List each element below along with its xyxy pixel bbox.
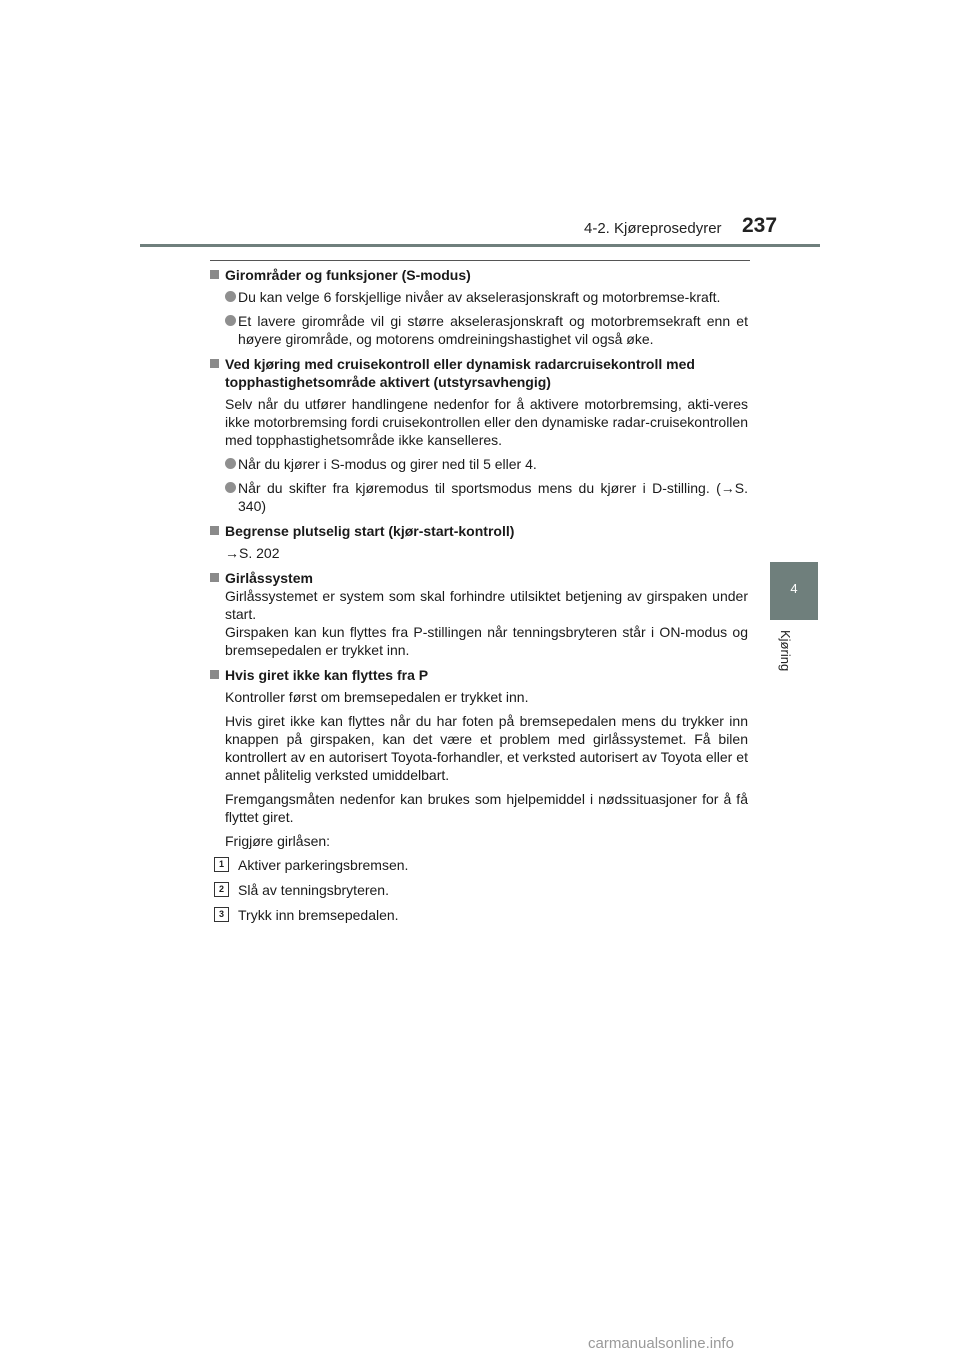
section-text: Hvis giret ikke kan flyttes når du har foten på bremsepedalen mens du trykker inn knappen på girspaken, kan det være et problem med girlåssystemet. Få bilen kontrollert av en autorisert Toyota-forhandler, et verksted autorisert av Toyota eller et annet pålitelig verksted umiddelbart. xyxy=(225,713,748,783)
section-text: Selv når du utfører handlingene nedenfor for å aktivere motorbremsing, akti-veres ikke motorbremsing fordi cruisekontrollen eller den dynamiske radar-cruisekontrollen med topphastighetsområde ikke kanselleres. xyxy=(225,396,748,448)
chapter-tab xyxy=(770,562,818,620)
chapter-tab-label: Kjøring xyxy=(778,630,793,672)
section-text: Fremgangsmåten nedenfor kan brukes som hjelpemiddel i nødssituasjoner for å få flyttet giret. xyxy=(225,791,748,825)
round-bullet-icon xyxy=(225,315,236,326)
bullet-item: Når du skifter fra kjøremodus til sportsmodus mens du kjører i D-stilling. (→S. 340) xyxy=(210,479,748,515)
bullet-item: Et lavere girområde vil gi større akselerasjonskraft og motorbremsekraft enn et høyere girområde, og motorens omdreiningshastighet vil også øke. xyxy=(210,312,748,348)
square-bullet-icon xyxy=(210,270,219,279)
section-heading: Ved kjøring med cruisekontroll eller dynamisk radarcruisekontroll med topphastighetsområde aktivert (utstyrsavhengig) xyxy=(210,355,748,391)
step-number-box: 3 xyxy=(214,907,229,922)
chapter-tab-number: 4 xyxy=(790,581,798,596)
bullet-item: Når du kjører i S-modus og girer ned til 5 eller 4. xyxy=(210,455,748,473)
section xyxy=(210,666,748,924)
round-bullet-icon xyxy=(225,458,236,469)
content-top-rule xyxy=(210,260,750,261)
square-bullet-icon xyxy=(210,359,219,368)
section xyxy=(210,355,748,515)
watermark: carmanualsonline.info xyxy=(588,1335,734,1352)
header-section-title: 4-2. Kjøreprosedyrer xyxy=(584,220,722,237)
page-content xyxy=(210,266,748,931)
round-bullet-icon xyxy=(225,482,236,493)
section xyxy=(210,522,748,562)
section-text: Frigjøre girlåsen: xyxy=(225,833,331,849)
section-text: Girspaken kan kun flyttes fra P-stillingen når tenningsbryteren står i ON-modus og bremsepedalen er trykket inn. xyxy=(225,624,748,658)
section-heading: Girlåssystem xyxy=(210,569,748,587)
square-bullet-icon xyxy=(210,526,219,535)
section-heading: Hvis giret ikke kan flyttes fra P xyxy=(210,666,748,684)
section-heading: Begrense plutselig start (kjør-start-kontroll) xyxy=(210,522,748,540)
bullet-item: Du kan velge 6 forskjellige nivåer av akselerasjonskraft og motorbremse-kraft. xyxy=(210,288,748,306)
page-reference: →S. 202 xyxy=(225,545,280,561)
header-rule xyxy=(140,244,820,247)
section xyxy=(210,266,748,348)
step-number-box: 1 xyxy=(214,857,229,872)
section-text: Kontroller først om bremsepedalen er trykket inn. xyxy=(225,689,529,705)
square-bullet-icon xyxy=(210,670,219,679)
step-item: 2 Slå av tenningsbryteren. xyxy=(210,881,748,899)
step-item: 1 Aktiver parkeringsbremsen. xyxy=(210,856,748,874)
section-text: Girlåssystemet er system som skal forhindre utilsiktet betjening av girspaken under start. xyxy=(225,588,748,622)
section-heading: Girområder og funksjoner (S-modus) xyxy=(210,266,748,284)
square-bullet-icon xyxy=(210,573,219,582)
section xyxy=(210,569,748,659)
step-item: 3 Trykk inn bremsepedalen. xyxy=(210,906,748,924)
step-number-box: 2 xyxy=(214,882,229,897)
round-bullet-icon xyxy=(225,291,236,302)
page-number: 237 xyxy=(742,214,778,237)
